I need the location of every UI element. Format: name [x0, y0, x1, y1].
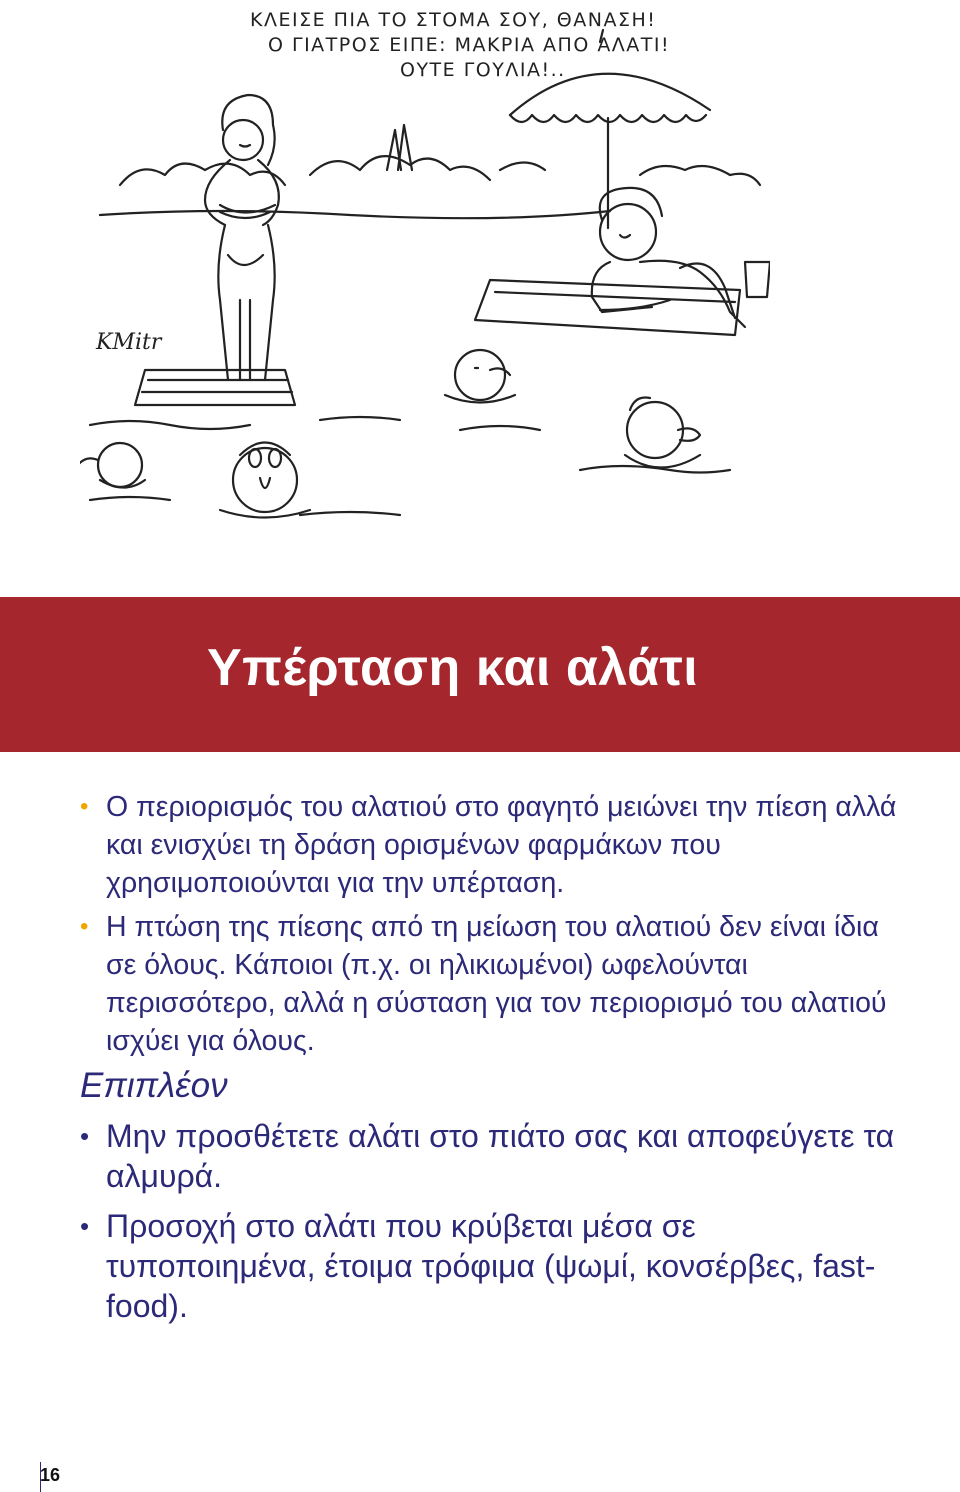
list-item: [80, 1116, 900, 1196]
caption-line: ΟΥΤΕ ΓΟΥΛΙΑ!..: [400, 59, 566, 81]
list-item-text: Η πτώση της πίεσης από τη μείωση του αλατιού δεν είναι ίδια σε όλους. Κάποιοι (π.χ. οι ηλικιωμένοι) ωφελούνται περισσότερο, αλλά η σύσταση για τον περιορισμό του αλατιού ισχύει για όλους.: [106, 911, 887, 1057]
list-item-text: Ο περιορισμός του αλατιού στο φαγητό μειώνει την πίεση αλλά και ενισχύει τη δράση ορισμένων φαρμάκων που χρησιμοποιούνται για την υπέρταση.: [106, 791, 897, 899]
list-item-text: Προσοχή στο αλάτι που κρύβεται μέσα σε τυποποιημένα, έτοιμα τρόφιμα (ψωμί, κονσέρβες, fast-food).: [106, 1208, 876, 1324]
list-item-text: Μην προσθέτετε αλάτι στο πιάτο σας και αποφεύγετε τα αλμυρά.: [106, 1118, 895, 1194]
list-item: [80, 908, 900, 1060]
section-heading: Επιπλέον: [80, 1066, 228, 1105]
cartoon-caption: [250, 8, 750, 83]
artist-signature: KMitr: [96, 330, 162, 355]
page-number-box: [0, 1462, 61, 1492]
page-number: 16: [40, 1465, 61, 1485]
main-content: [80, 788, 900, 1336]
bullet-dot-icon: •: [80, 793, 89, 820]
caption-line: Ο ΓΙΑΤΡΟΣ ΕΙΠΕ: ΜΑΚΡΙΑ ΑΠΟ ΑΛΑΤΙ!: [268, 34, 671, 56]
page-title: Υπέρταση και αλάτι: [207, 639, 699, 697]
list-item: [80, 788, 900, 902]
main-bullet-list: [80, 788, 900, 1060]
caption-line: ΚΛΕΙΣΕ ΠΙΑ ΤΟ ΣΤΟΜΑ ΣΟΥ, ΘΑΝΑΣΗ!: [250, 9, 657, 31]
extra-bullet-list: [80, 1116, 900, 1326]
bullet-dot-icon: •: [80, 913, 89, 940]
list-item: [80, 1206, 900, 1326]
bullet-dot-icon: •: [80, 1211, 90, 1241]
bullet-dot-icon: •: [80, 1121, 90, 1151]
